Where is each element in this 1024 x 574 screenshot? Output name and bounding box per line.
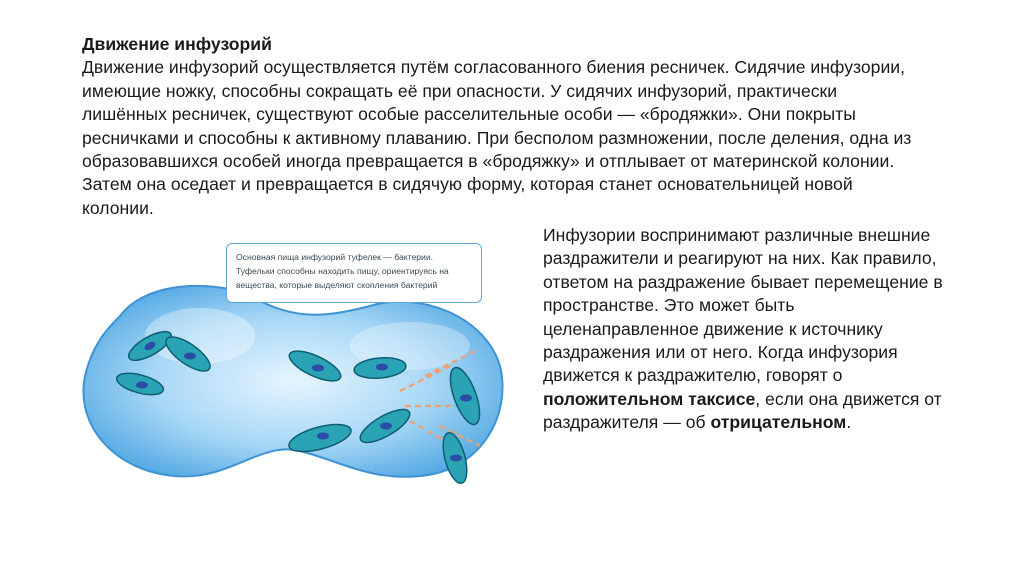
taxis-text-part2: , если она движется от раздражителя — об <box>543 388 942 433</box>
intro-paragraph: Движение инфузорий осуществляется путём согласованного биения ресничек. Сидячие инфузории, имеющие ножку, способны сокращать её при опасности. У сидячих инфузорий, практически лишённых ресничек, существуют особые расселительные особи — «бродяжки». Они покрыты ресничками и способны к активному плаванию. При бесполом размножении, после деления, одна из образовавшихся особей иногда превращается в «бродяжку» и отплывает от материнской колонии. Затем она оседает и превращается в сидячую форму, которая станет основательницей новой колонии. <box>82 57 912 218</box>
intro-text-block <box>82 33 922 220</box>
negative-taxis-term: отрицательном <box>710 412 847 433</box>
section-heading: Движение инфузорий <box>82 34 272 54</box>
taxis-text-part3: . <box>846 412 852 433</box>
taxis-text-block <box>543 224 953 435</box>
food-note-box: Основная пища инфузорий туфелек — бактерии. Туфельки способны находить пищу, ориентируясь на вещества, которые выделяют скопления бактерий <box>226 243 482 303</box>
taxis-text-part1: Инфузории воспринимают различные внешние раздражители и реагируют на них. Как правило, ответом на раздражение бывает перемещение в пространстве. Это может быть целенаправленное движение к источнику раздражения или от него. Когда инфузория движется к раздражителю, говорят о <box>543 225 943 386</box>
positive-taxis-term: положительном таксисе <box>543 388 756 409</box>
